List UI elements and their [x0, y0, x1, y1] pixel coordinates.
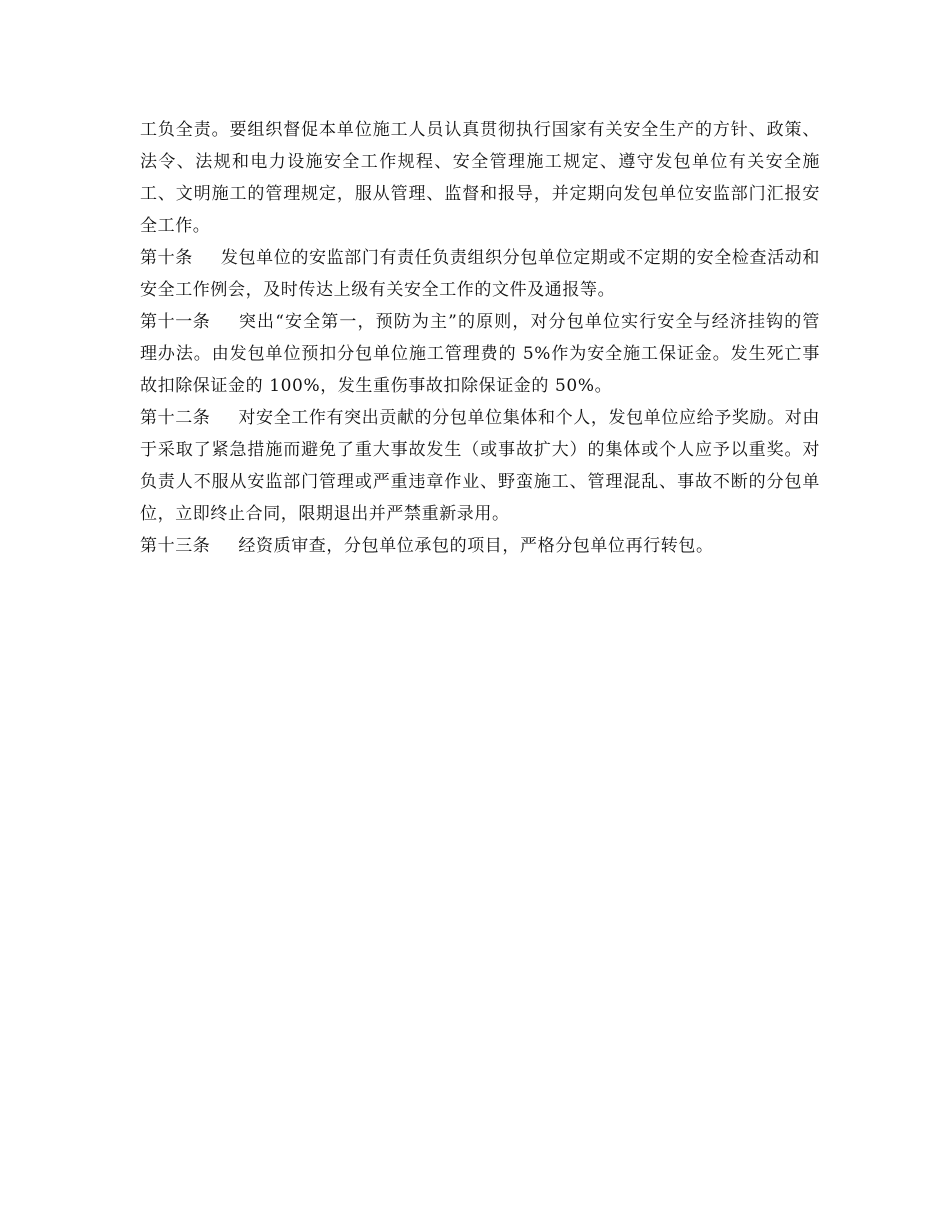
- article-number: 第十二条: [140, 408, 211, 428]
- article-number: 第十三条: [140, 536, 211, 556]
- article-11: [140, 306, 820, 402]
- article-text: 对安全工作有突出贡献的分包单位集体和个人，发包单位应给予奖励。对由于采取了紧急措施而避免了重大事故发生（或事故扩大）的集体或个人应予以重奖。对负责人不服从安监部门管理或严重违章作业、野蛮施工、管理混乱、事故不断的分包单位，立即终止合同，限期退出并严禁重新录用。: [140, 408, 820, 524]
- article-text: 突出“安全第一，预防为主”的原则，对分包单位实行安全与经济挂钩的管理办法。由发包单位预扣分包单位施工管理费的 5%作为安全施工保证金。发生死亡事故扣除保证金的 100%，发生重伤事故扣除保证金的 50%。: [140, 312, 820, 396]
- article-text: 发包单位的安监部门有责任负责组织分包单位定期或不定期的安全检查活动和安全工作例会，及时传达上级有关安全工作的文件及通报等。: [140, 248, 820, 300]
- article-10: [140, 242, 820, 306]
- intro-paragraph: 工负全责。要组织督促本单位施工人员认真贯彻执行国家有关安全生产的方针、政策、法令、法规和电力设施安全工作规程、安全管理施工规定、遵守发包单位有关安全施工、文明施工的管理规定，服从管理、监督和报导，并定期向发包单位安监部门汇报安全工作。: [140, 120, 820, 236]
- article-text: 经资质审查，分包单位承包的项目，严格分包单位再行转包。: [238, 536, 714, 556]
- article-number: 第十条: [140, 248, 193, 268]
- article-number: 第十一条: [140, 312, 211, 332]
- article-12: [140, 402, 820, 530]
- document-body: [140, 114, 820, 562]
- article-13: [140, 530, 820, 562]
